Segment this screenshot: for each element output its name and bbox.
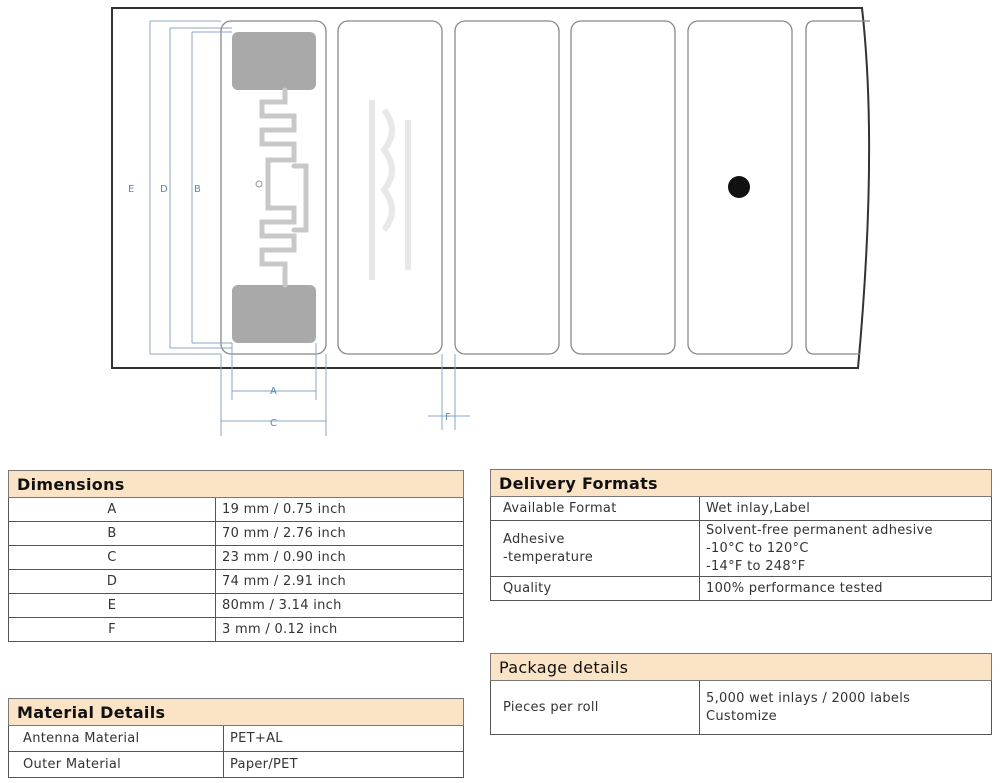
liner-strip xyxy=(112,8,869,368)
dimension-letter-e: E xyxy=(128,184,135,195)
package-details-title: Package details xyxy=(491,654,992,681)
dimension-key: D xyxy=(9,570,216,594)
dimension-letter-c: C xyxy=(270,418,277,429)
adhesive-value-line: -10°C to 120°C xyxy=(706,540,809,556)
adhesive-value-line: Solvent-free permanent adhesive xyxy=(706,522,933,538)
dimension-key: C xyxy=(9,546,216,570)
material-details-title: Material Details xyxy=(9,699,464,726)
table-row xyxy=(9,752,464,778)
table-row xyxy=(9,498,464,522)
antenna-pad-bottom xyxy=(232,285,316,343)
adhesive-value xyxy=(700,521,992,577)
dimension-key: E xyxy=(9,594,216,618)
pieces-value-line: Customize xyxy=(706,708,777,724)
dimension-key: B xyxy=(9,522,216,546)
package-details-table xyxy=(490,653,992,735)
dimension-letter-f: F xyxy=(445,412,451,423)
dimension-letter-d: D xyxy=(160,184,168,195)
quality-label: Quality xyxy=(491,577,700,601)
antenna-pad-top xyxy=(232,32,316,90)
dimension-letter-b: B xyxy=(194,184,201,195)
dimension-value: 23 mm / 0.90 inch xyxy=(216,546,464,570)
table-row xyxy=(491,681,992,735)
material-details-table xyxy=(8,698,464,778)
material-value: Paper/PET xyxy=(224,752,464,778)
dimensions-title: Dimensions xyxy=(9,471,464,498)
adhesive-label-line: Adhesive xyxy=(503,531,565,547)
pieces-per-roll-value xyxy=(700,681,992,735)
table-row xyxy=(9,522,464,546)
table-row xyxy=(9,594,464,618)
table-row xyxy=(491,497,992,521)
dimension-value: 74 mm / 2.91 inch xyxy=(216,570,464,594)
adhesive-label xyxy=(491,521,700,577)
dimension-letter-a: A xyxy=(270,386,277,397)
dimension-value: 70 mm / 2.76 inch xyxy=(216,522,464,546)
table-row xyxy=(9,726,464,752)
available-format-value: Wet inlay,Label xyxy=(700,497,992,521)
material-value: PET+AL xyxy=(224,726,464,752)
registration-mark xyxy=(728,176,750,198)
pieces-per-roll-label: Pieces per roll xyxy=(491,681,700,735)
adhesive-label-line: -temperature xyxy=(503,549,594,565)
delivery-formats-table xyxy=(490,469,992,601)
table-row xyxy=(491,577,992,601)
available-format-label: Available Format xyxy=(491,497,700,521)
dimensions-table xyxy=(8,470,464,642)
material-key: Antenna Material xyxy=(9,726,224,752)
delivery-formats-title: Delivery Formats xyxy=(491,470,992,497)
material-key: Outer Material xyxy=(9,752,224,778)
dimension-value: 3 mm / 0.12 inch xyxy=(216,618,464,642)
adhesive-value-line: -14°F to 248°F xyxy=(706,558,806,574)
pieces-value-line: 5,000 wet inlays / 2000 labels xyxy=(706,690,911,706)
table-row xyxy=(9,546,464,570)
dimension-value: 19 mm / 0.75 inch xyxy=(216,498,464,522)
table-row xyxy=(9,570,464,594)
quality-value: 100% performance tested xyxy=(700,577,992,601)
table-row xyxy=(491,521,992,577)
dimension-key: A xyxy=(9,498,216,522)
dimension-value: 80mm / 3.14 inch xyxy=(216,594,464,618)
dimension-key: F xyxy=(9,618,216,642)
table-row xyxy=(9,618,464,642)
